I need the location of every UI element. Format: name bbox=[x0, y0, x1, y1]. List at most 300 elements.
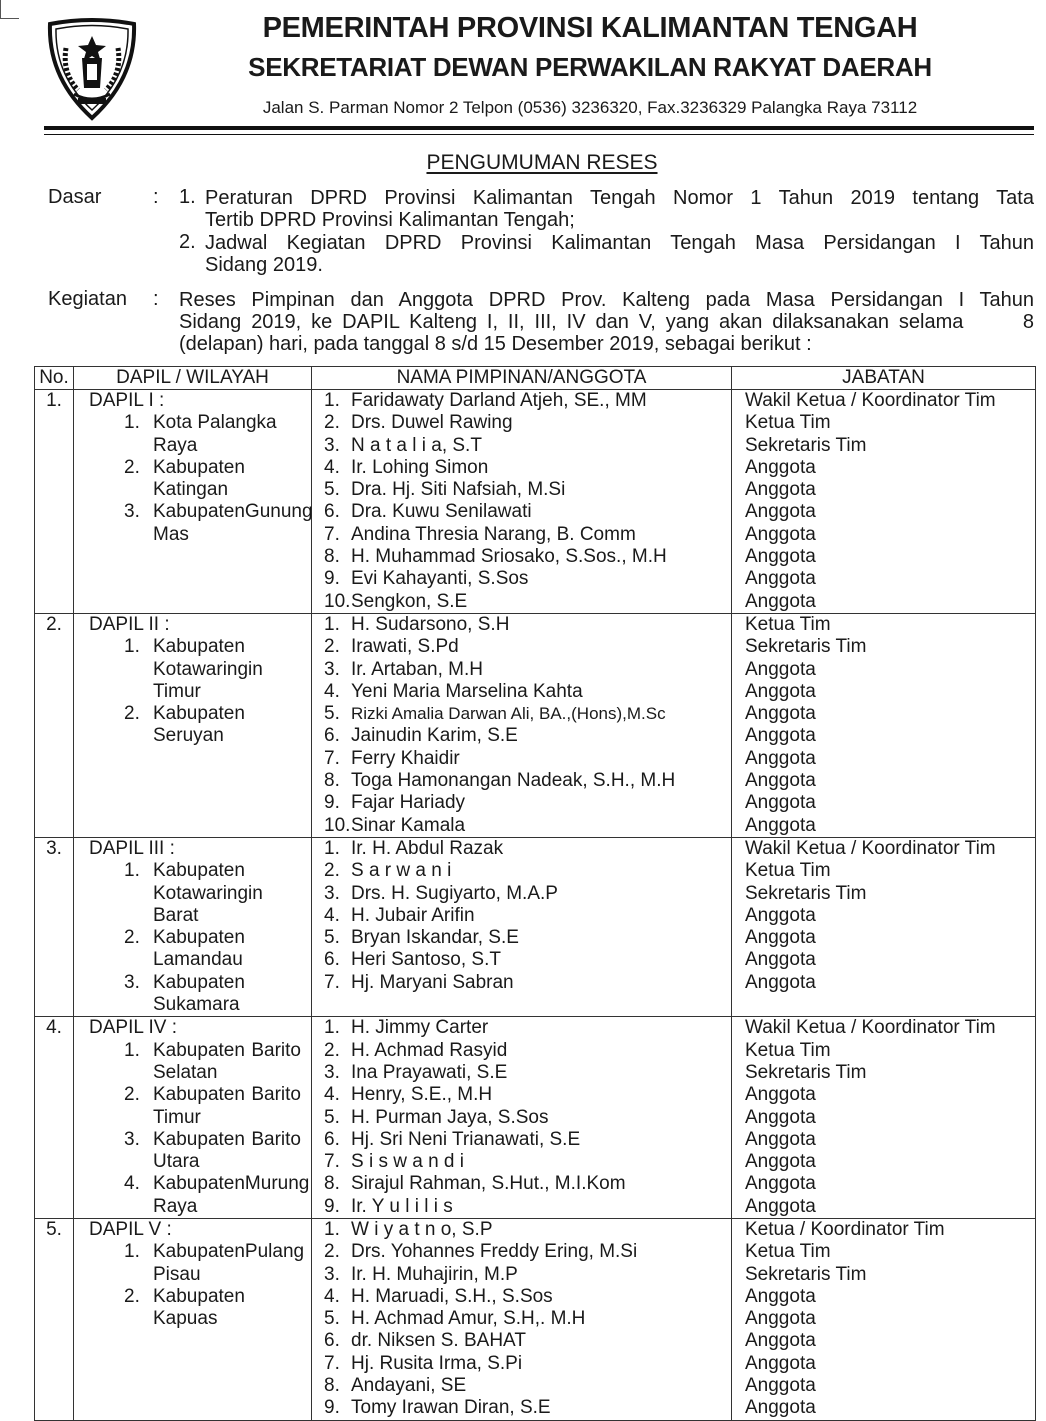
member-number: 1. bbox=[324, 837, 340, 859]
wilayah-line bbox=[153, 1173, 309, 1195]
table-row bbox=[35, 613, 1036, 837]
member-item bbox=[324, 703, 731, 725]
wilayah-number: 1. bbox=[124, 412, 140, 434]
member-name: N a t a l i a, S.T bbox=[351, 434, 482, 456]
member-name: Andina Thresia Narang, B. Comm bbox=[351, 523, 636, 545]
member-jabatan: Anggota bbox=[745, 904, 816, 926]
member-name: H. Muhammad Sriosako, S.Sos., M.H bbox=[351, 546, 667, 568]
dasar-colon: : bbox=[153, 186, 159, 208]
member-number: 2. bbox=[324, 1241, 340, 1263]
member-number: 7. bbox=[324, 523, 340, 545]
member-name: Sengkon, S.E bbox=[351, 590, 468, 612]
wilayah-name bbox=[153, 1040, 301, 1085]
jabatan-cell bbox=[732, 1218, 1036, 1420]
member-jabatan: Anggota bbox=[745, 1352, 816, 1374]
wilayah-line: Pisau bbox=[153, 1263, 201, 1285]
wilayah-name bbox=[153, 501, 313, 546]
dasar-item-2-number: 2. bbox=[179, 231, 196, 253]
wilayah-number: 3. bbox=[124, 971, 140, 993]
member-number: 3. bbox=[324, 1263, 340, 1285]
dapil-cell bbox=[74, 613, 312, 837]
member-item bbox=[324, 792, 731, 814]
header-government-name: PEMERINTAH PROVINSI KALIMANTAN TENGAH bbox=[262, 12, 918, 44]
wilayah-line: Kabupaten Katingan bbox=[153, 456, 245, 501]
member-jabatan: Anggota bbox=[745, 680, 816, 702]
wilayah-line: Kabupaten bbox=[153, 971, 245, 993]
member-item bbox=[324, 1308, 731, 1330]
members-cell bbox=[312, 1017, 732, 1219]
table-header-row bbox=[35, 367, 1036, 390]
wilayah-line: Kotawaringin Timur bbox=[153, 658, 263, 702]
member-item bbox=[324, 1040, 731, 1062]
wilayah-item bbox=[124, 1040, 301, 1085]
member-number: 10. bbox=[324, 590, 351, 612]
member-name: Sirajul Rahman, S.Hut., M.I.Kom bbox=[351, 1173, 626, 1195]
wilayah-word: Barito bbox=[251, 1039, 301, 1061]
row-number: 3. bbox=[35, 837, 74, 1016]
member-item bbox=[324, 1107, 731, 1129]
member-name: Bryan Iskandar, S.E bbox=[351, 927, 519, 949]
member-item bbox=[324, 568, 731, 590]
member-number: 5. bbox=[324, 703, 340, 725]
member-jabatan: Anggota bbox=[745, 770, 816, 792]
member-jabatan: Anggota bbox=[745, 1106, 816, 1128]
jabatan-cell bbox=[732, 613, 1036, 837]
member-number: 2. bbox=[324, 860, 340, 882]
member-number: 6. bbox=[324, 1128, 340, 1150]
member-name: Drs. Duwel Rawing bbox=[351, 412, 513, 434]
wilayah-line: Kotawaringin Barat bbox=[153, 882, 263, 926]
member-name: H. Achmad Amur, S.H,. M.H bbox=[351, 1308, 586, 1330]
dapil-name: DAPIL I : bbox=[89, 390, 165, 411]
member-name: H. Purman Jaya, S.Sos bbox=[351, 1106, 549, 1128]
wilayah-word: Kabupaten bbox=[153, 1241, 245, 1263]
member-number: 6. bbox=[324, 949, 340, 971]
member-item bbox=[324, 725, 731, 747]
member-name: W i y a t n o, S.P bbox=[351, 1218, 493, 1240]
member-number: 8. bbox=[324, 546, 340, 568]
member-item bbox=[324, 860, 731, 882]
member-number: 4. bbox=[324, 904, 340, 926]
member-item bbox=[324, 1264, 731, 1286]
wilayah-line bbox=[153, 501, 313, 523]
member-name: Drs. Yohannes Freddy Ering, M.Si bbox=[351, 1241, 638, 1263]
member-jabatan: Anggota bbox=[745, 501, 816, 523]
dasar-label: Dasar bbox=[48, 186, 102, 208]
member-number: 1. bbox=[324, 1218, 340, 1240]
wilayah-line bbox=[153, 1040, 301, 1062]
wilayah-line: Raya bbox=[153, 1195, 198, 1217]
member-jabatan: Anggota bbox=[745, 1285, 816, 1307]
member-item bbox=[324, 1173, 731, 1195]
member-jabatan: Anggota bbox=[745, 747, 816, 769]
header-jabatan: JABATAN bbox=[732, 367, 1036, 390]
member-number: 9. bbox=[324, 568, 340, 590]
member-name: Sinar Kamala bbox=[351, 814, 466, 836]
dasar-item-2 bbox=[205, 232, 1034, 276]
wilayah-line: Utara bbox=[153, 1151, 200, 1173]
members-cell bbox=[312, 1218, 732, 1420]
member-jabatan: Sekretaris Tim bbox=[745, 882, 867, 904]
table-row bbox=[35, 837, 1036, 1016]
wilayah-number: 4. bbox=[124, 1173, 140, 1195]
member-number: 9. bbox=[324, 792, 340, 814]
kegiatan-text bbox=[179, 289, 1034, 355]
member-number: 6. bbox=[324, 501, 340, 523]
wilayah-line: Timur bbox=[153, 1106, 201, 1128]
wilayah-word: Gunung bbox=[244, 501, 313, 523]
wilayah-number: 3. bbox=[124, 1128, 140, 1150]
member-item bbox=[324, 1397, 731, 1419]
member-item bbox=[324, 614, 731, 636]
wilayah-word: Kabupaten bbox=[153, 1084, 245, 1106]
member-jabatan: Wakil Ketua / Koordinator Tim bbox=[745, 1017, 996, 1039]
wilayah-number: 1. bbox=[124, 1039, 140, 1061]
member-number: 3. bbox=[324, 658, 340, 680]
wilayah-line: Lamandau bbox=[153, 949, 243, 971]
member-item bbox=[324, 883, 731, 905]
kegiatan-colon: : bbox=[153, 288, 159, 310]
member-item bbox=[324, 524, 731, 546]
dasar-item-1-line-1: Peraturan DPRD Provinsi Kalimantan Tengah Nomor 1 Tahun 2019 tentang Tata bbox=[205, 187, 1034, 209]
member-jabatan: Anggota bbox=[745, 949, 816, 971]
member-item bbox=[324, 838, 731, 860]
wilayah-number: 2. bbox=[124, 1084, 140, 1106]
member-jabatan: Anggota bbox=[745, 479, 816, 501]
member-name: Evi Kahayanti, S.Sos bbox=[351, 568, 529, 590]
wilayah-item bbox=[124, 412, 301, 457]
member-jabatan: Anggota bbox=[745, 1173, 816, 1195]
member-name: H. Achmad Rasyid bbox=[351, 1039, 508, 1061]
member-number: 10. bbox=[324, 814, 351, 836]
member-name: Irawati, S.Pd bbox=[351, 636, 459, 658]
member-item bbox=[324, 1196, 731, 1218]
member-jabatan: Anggota bbox=[745, 658, 816, 680]
wilayah-number: 3. bbox=[124, 501, 140, 523]
dapil-name: DAPIL III : bbox=[89, 837, 175, 859]
wilayah-line: Kabupaten bbox=[153, 927, 245, 949]
member-name: Toga Hamonangan Nadeak, S.H., M.H bbox=[351, 770, 676, 792]
wilayah-name bbox=[153, 1129, 301, 1174]
member-name: H. Jimmy Carter bbox=[351, 1017, 489, 1039]
dapil-cell bbox=[74, 1017, 312, 1219]
document-title: PENGUMUMAN RESES bbox=[426, 151, 658, 174]
member-name: Heri Santoso, S.T bbox=[351, 949, 501, 971]
wilayah-item bbox=[124, 703, 301, 748]
member-name: Hj. Sri Neni Trianawati, S.E bbox=[351, 1128, 581, 1150]
member-name: Hj. Maryani Sabran bbox=[351, 971, 514, 993]
member-number: 2. bbox=[324, 636, 340, 658]
wilayah-line bbox=[153, 1129, 301, 1151]
member-number: 7. bbox=[324, 747, 340, 769]
member-name: Dra. Kuwu Senilawati bbox=[351, 501, 532, 523]
member-number: 2. bbox=[324, 1039, 340, 1061]
wilayah-name bbox=[153, 860, 301, 927]
row-number: 5. bbox=[35, 1218, 74, 1420]
member-name: Jainudin Karim, S.E bbox=[351, 725, 518, 747]
header-nama: NAMA PIMPINAN/ANGGOTA bbox=[312, 367, 732, 390]
member-item bbox=[324, 1375, 731, 1397]
member-number: 5. bbox=[324, 1308, 340, 1330]
member-name: Rizki Amalia Darwan Ali, BA.,(Hons),M.Sc bbox=[351, 704, 666, 724]
member-item bbox=[324, 659, 731, 681]
member-item bbox=[324, 770, 731, 792]
member-name: Yeni Maria Marselina Kahta bbox=[351, 680, 583, 702]
wilayah-number: 1. bbox=[124, 860, 140, 882]
member-item bbox=[324, 1151, 731, 1173]
wilayah-item bbox=[124, 636, 301, 703]
wilayah-item bbox=[124, 1241, 305, 1286]
member-number: 4. bbox=[324, 456, 340, 478]
member-name: H. Sudarsono, S.H bbox=[351, 613, 510, 635]
member-jabatan: Anggota bbox=[745, 725, 816, 747]
wilayah-item bbox=[124, 1084, 301, 1129]
table-row bbox=[35, 1017, 1036, 1219]
member-jabatan: Ketua Tim bbox=[745, 860, 831, 882]
reses-schedule-table bbox=[34, 366, 1036, 1421]
wilayah-line: Sukamara bbox=[153, 994, 240, 1016]
wilayah-number: 1. bbox=[124, 636, 140, 658]
member-item bbox=[324, 390, 731, 412]
member-name: Faridawaty Darland Atjeh, SE., MM bbox=[351, 390, 647, 411]
member-jabatan: Anggota bbox=[745, 1084, 816, 1106]
member-jabatan: Sekretaris Tim bbox=[745, 434, 867, 456]
members-cell bbox=[312, 390, 732, 614]
table-row bbox=[35, 1218, 1036, 1420]
jabatan-cell bbox=[732, 390, 1036, 614]
wilayah-line: Kabupaten Seruyan bbox=[153, 703, 245, 747]
member-jabatan: Anggota bbox=[745, 1128, 816, 1150]
member-jabatan: Anggota bbox=[745, 1308, 816, 1330]
member-name: Fajar Hariady bbox=[351, 792, 466, 814]
member-jabatan: Anggota bbox=[745, 590, 816, 612]
member-number: 4. bbox=[324, 1084, 340, 1106]
row-number: 1. bbox=[35, 390, 74, 614]
member-jabatan: Wakil Ketua / Koordinator Tim bbox=[745, 837, 996, 859]
member-jabatan: Anggota bbox=[745, 971, 816, 993]
wilayah-line: Mas bbox=[153, 523, 189, 545]
member-number: 4. bbox=[324, 680, 340, 702]
member-number: 6. bbox=[324, 1330, 340, 1352]
member-item bbox=[324, 479, 731, 501]
wilayah-word: Pulang bbox=[244, 1241, 305, 1263]
member-name: S a r w a n i bbox=[351, 860, 452, 882]
header-rule-thick bbox=[44, 126, 1034, 130]
dasar-item-1-line-2: Tertib DPRD Provinsi Kalimantan Tengah; bbox=[205, 209, 575, 231]
header-rule-thin bbox=[44, 134, 1034, 135]
wilayah-number: 2. bbox=[124, 456, 140, 478]
member-name: Ir. H. Abdul Razak bbox=[351, 837, 504, 859]
member-jabatan: Ketua / Koordinator Tim bbox=[745, 1218, 945, 1240]
wilayah-name bbox=[153, 1286, 301, 1331]
member-name: Henry, S.E., M.H bbox=[351, 1084, 493, 1106]
jabatan-cell bbox=[732, 1017, 1036, 1219]
wilayah-number: 2. bbox=[124, 927, 140, 949]
member-item bbox=[324, 748, 731, 770]
members-cell bbox=[312, 837, 732, 1016]
header-dapil: DAPIL / WILAYAH bbox=[74, 367, 312, 390]
wilayah-line bbox=[153, 1084, 301, 1106]
member-number: 8. bbox=[324, 1375, 340, 1397]
member-item bbox=[324, 1353, 731, 1375]
member-number: 4. bbox=[324, 1285, 340, 1307]
wilayah-line: Kabupaten bbox=[153, 636, 245, 658]
member-number: 1. bbox=[324, 613, 340, 635]
member-item bbox=[324, 949, 731, 971]
member-number: 9. bbox=[324, 1195, 340, 1217]
member-name: Drs. H. Sugiyarto, M.A.P bbox=[351, 882, 558, 904]
wilayah-item bbox=[124, 860, 301, 927]
wilayah-name bbox=[153, 412, 301, 457]
member-item bbox=[324, 501, 731, 523]
member-name: H. Jubair Arifin bbox=[351, 904, 475, 926]
wilayah-item bbox=[124, 972, 301, 1017]
wilayah-word: Murung bbox=[244, 1173, 310, 1195]
member-name: Andayani, SE bbox=[351, 1375, 467, 1397]
table-row bbox=[35, 390, 1036, 614]
jabatan-cell bbox=[732, 837, 1036, 1016]
member-jabatan: Sekretaris Tim bbox=[745, 1263, 867, 1285]
member-name: Ir. Artaban, M.H bbox=[351, 658, 483, 680]
dasar-item-1 bbox=[205, 187, 1034, 231]
member-item bbox=[324, 1129, 731, 1151]
member-number: 3. bbox=[324, 434, 340, 456]
wilayah-item bbox=[124, 501, 313, 546]
dasar-item-2-line-2: Sidang 2019. bbox=[205, 254, 323, 276]
kegiatan-label: Kegiatan bbox=[48, 288, 127, 310]
wilayah-number: 2. bbox=[124, 703, 140, 725]
member-name: Tomy Irawan Diran, S.E bbox=[351, 1397, 551, 1419]
wilayah-line: Selatan bbox=[153, 1061, 218, 1083]
member-item bbox=[324, 457, 731, 479]
member-number: 5. bbox=[324, 927, 340, 949]
member-item bbox=[324, 546, 731, 568]
dapil-cell bbox=[74, 837, 312, 1016]
table-body bbox=[35, 390, 1036, 1421]
member-jabatan: Anggota bbox=[745, 703, 816, 725]
member-name: Ir. Lohing Simon bbox=[351, 456, 489, 478]
member-name: Hj. Rusita Irma, S.Pi bbox=[351, 1352, 523, 1374]
dapil-cell bbox=[74, 390, 312, 614]
member-item bbox=[324, 1241, 731, 1263]
member-number: 8. bbox=[324, 770, 340, 792]
dapil-cell bbox=[74, 1218, 312, 1420]
member-number: 6. bbox=[324, 725, 340, 747]
dasar-item-2-line-1: Jadwal Kegiatan DPRD Provinsi Kalimantan Tengah Masa Persidangan I Tahun bbox=[205, 232, 1034, 254]
member-jabatan: Anggota bbox=[745, 523, 816, 545]
member-item bbox=[324, 435, 731, 457]
member-name: Ir. Y u l i l i s bbox=[351, 1195, 453, 1217]
wilayah-name bbox=[153, 927, 301, 972]
member-number: 3. bbox=[324, 882, 340, 904]
wilayah-name bbox=[153, 457, 301, 502]
member-item bbox=[324, 412, 731, 434]
members-cell bbox=[312, 613, 732, 837]
dapil-name: DAPIL V : bbox=[89, 1218, 172, 1240]
wilayah-number: 1. bbox=[124, 1241, 140, 1263]
member-name: Ina Prayawati, S.E bbox=[351, 1061, 508, 1083]
member-item bbox=[324, 1062, 731, 1084]
member-jabatan: Sekretaris Tim bbox=[745, 1061, 867, 1083]
wilayah-word: Kabupaten bbox=[153, 1128, 245, 1150]
wilayah-name bbox=[153, 1084, 301, 1129]
wilayah-item bbox=[124, 1129, 301, 1174]
kegiatan-line-1: Reses Pimpinan dan Anggota DPRD Prov. Kalteng pada Masa Persidangan I Tahun bbox=[179, 289, 1034, 311]
member-number: 9. bbox=[324, 1397, 340, 1419]
wilayah-line: Kota Palangka Raya bbox=[153, 412, 277, 456]
wilayah-item bbox=[124, 1286, 301, 1331]
wilayah-line: Kabupaten bbox=[153, 860, 245, 882]
member-item bbox=[324, 972, 731, 994]
wilayah-item bbox=[124, 927, 301, 972]
member-item bbox=[324, 681, 731, 703]
member-jabatan: Anggota bbox=[745, 1330, 816, 1352]
member-name: H. Maruadi, S.H., S.Sos bbox=[351, 1285, 553, 1307]
provincial-emblem-icon bbox=[44, 18, 140, 122]
member-jabatan: Anggota bbox=[745, 792, 816, 814]
member-number: 2. bbox=[324, 412, 340, 434]
member-jabatan: Anggota bbox=[745, 1397, 816, 1419]
member-jabatan: Sekretaris Tim bbox=[745, 636, 867, 658]
member-jabatan: Wakil Ketua / Koordinator Tim bbox=[745, 390, 996, 411]
member-jabatan: Ketua Tim bbox=[745, 613, 831, 635]
wilayah-word: Barito bbox=[251, 1128, 301, 1150]
member-jabatan: Ketua Tim bbox=[745, 412, 831, 434]
member-item bbox=[324, 1286, 731, 1308]
wilayah-line bbox=[153, 1241, 304, 1263]
wilayah-item bbox=[124, 457, 301, 502]
member-number: 1. bbox=[324, 1017, 340, 1039]
member-jabatan: Ketua Tim bbox=[745, 1039, 831, 1061]
kegiatan-line-2: Sidang 2019, ke DAPIL Kalteng I, II, III, IV dan V, yang akan dilaksanakan selama 8 bbox=[179, 311, 1034, 333]
page-corner-mark bbox=[0, 0, 19, 19]
row-number: 4. bbox=[35, 1017, 74, 1219]
member-item bbox=[324, 1219, 731, 1241]
header-no: No. bbox=[35, 367, 74, 390]
member-number: 5. bbox=[324, 479, 340, 501]
wilayah-name bbox=[153, 972, 301, 1017]
member-number: 7. bbox=[324, 1151, 340, 1173]
member-jabatan: Anggota bbox=[745, 456, 816, 478]
member-item bbox=[324, 1084, 731, 1106]
member-jabatan: Anggota bbox=[745, 546, 816, 568]
wilayah-line: Kabupaten Kapuas bbox=[153, 1285, 245, 1330]
wilayah-name bbox=[153, 703, 301, 748]
member-item bbox=[324, 636, 731, 658]
member-number: 8. bbox=[324, 1173, 340, 1195]
member-jabatan: Anggota bbox=[745, 814, 816, 836]
header-address: Jalan S. Parman Nomor 2 Telpon (0536) 3236320, Fax.3236329 Palangka Raya 73112 bbox=[262, 98, 918, 117]
member-item bbox=[324, 927, 731, 949]
member-name: S i s w a n d i bbox=[351, 1151, 464, 1173]
member-jabatan: Anggota bbox=[745, 1375, 816, 1397]
member-jabatan: Anggota bbox=[745, 1151, 816, 1173]
wilayah-word: Kabupaten bbox=[153, 1039, 245, 1061]
member-item bbox=[324, 905, 731, 927]
member-number: 7. bbox=[324, 1352, 340, 1374]
member-jabatan: Anggota bbox=[745, 568, 816, 590]
wilayah-item bbox=[124, 1173, 310, 1218]
wilayah-number: 2. bbox=[124, 1285, 140, 1307]
kegiatan-line-3: (delapan) hari, pada tanggal 8 s/d 15 Desember 2019, sebagai berikut : bbox=[179, 333, 812, 355]
member-jabatan: Anggota bbox=[745, 1195, 816, 1217]
dapil-name: DAPIL II : bbox=[89, 613, 170, 635]
wilayah-word: Kabupaten bbox=[153, 501, 245, 523]
wilayah-name bbox=[153, 1173, 309, 1218]
header-secretariat-name: SEKRETARIAT DEWAN PERWAKILAN RAKYAT DAERAH bbox=[248, 52, 932, 82]
wilayah-name bbox=[153, 1241, 304, 1286]
member-item bbox=[324, 815, 731, 837]
